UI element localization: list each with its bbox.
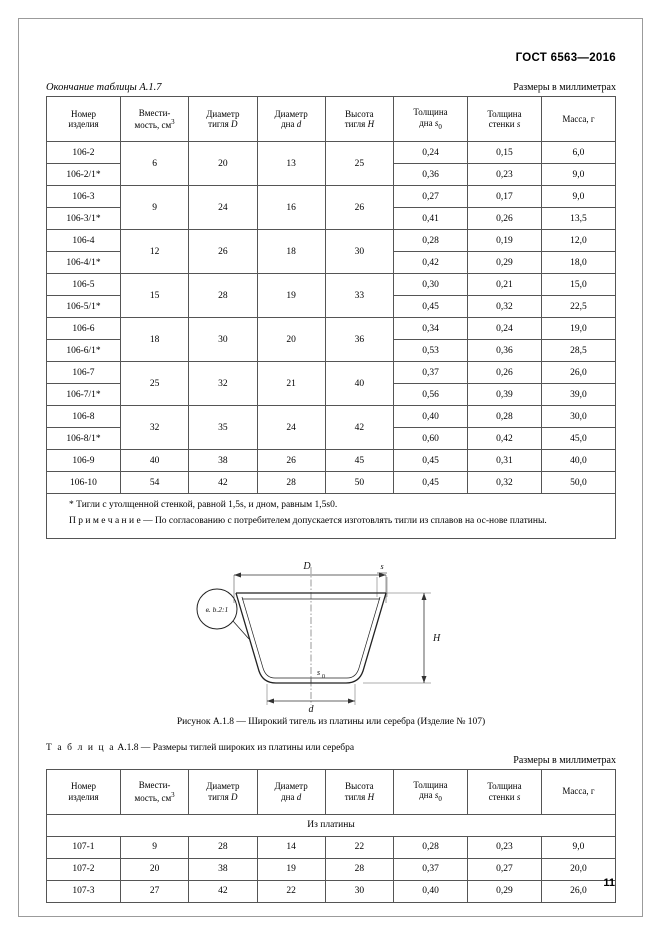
cell-wall-thickness: 0,29 — [468, 252, 542, 274]
table-a17-units-note: Размеры в миллиметрах — [513, 82, 616, 93]
cell-item-number: 106-4/1* — [47, 252, 121, 274]
cell-wall-thickness: 0,31 — [468, 450, 542, 472]
cell-bottom-thickness: 0,30 — [394, 274, 468, 296]
cell-item-number: 106-4 — [47, 230, 121, 252]
cell-bottom-diameter: 19 — [257, 274, 325, 318]
cell-bottom-diameter: 21 — [257, 362, 325, 406]
cell-mass: 30,0 — [541, 406, 615, 428]
cell-mass: 9,0 — [541, 186, 615, 208]
col-header-crucible-diameter: Диаметр тигля D — [189, 769, 257, 814]
cell-bottom-thickness: 0,41 — [394, 208, 468, 230]
svg-text:d: d — [308, 703, 314, 713]
cell-mass: 22,5 — [541, 296, 615, 318]
svg-text:D: D — [303, 560, 311, 572]
cell-wall-thickness: 0,32 — [468, 472, 542, 494]
cell-item-number: 106-9 — [47, 450, 121, 472]
table-a18-title — [46, 743, 616, 753]
col-header-item-number: Номер изделия — [47, 97, 121, 142]
cell-capacity: 20 — [120, 858, 188, 880]
cell-capacity: 25 — [120, 362, 188, 406]
table-a18-title-text: А.1.8 — Размеры тиглей широких из платины или серебра — [117, 742, 355, 753]
cell-crucible-diameter: 42 — [189, 472, 257, 494]
page-content — [46, 52, 616, 903]
cell-item-number: 106-8/1* — [47, 428, 121, 450]
cell-crucible-diameter: 42 — [189, 880, 257, 902]
cell-mass: 9,0 — [541, 164, 615, 186]
col-header-crucible-diameter: Диаметр тигля D — [189, 97, 257, 142]
cell-wall-thickness: 0,26 — [468, 362, 542, 384]
cell-wall-thickness: 0,26 — [468, 208, 542, 230]
col-header-height: Высота тигля H — [325, 97, 393, 142]
cell-capacity: 6 — [120, 142, 188, 186]
table-row — [47, 274, 616, 296]
cell-capacity: 12 — [120, 230, 188, 274]
cell-wall-thickness: 0,27 — [468, 858, 542, 880]
cell-item-number: 106-5/1* — [47, 296, 121, 318]
table-a18-header-row — [47, 769, 616, 814]
cell-bottom-thickness: 0,27 — [394, 186, 468, 208]
table-row — [47, 230, 616, 252]
cell-crucible-diameter: 30 — [189, 318, 257, 362]
table-row — [47, 186, 616, 208]
cell-item-number: 106-7/1* — [47, 384, 121, 406]
cell-height: 50 — [325, 472, 393, 494]
col-header-bottom-thickness: Толщина дна $s_0$ — [394, 769, 468, 814]
cell-item-number: 106-5 — [47, 274, 121, 296]
cell-bottom-diameter: 20 — [257, 318, 325, 362]
cell-bottom-thickness: 0,56 — [394, 384, 468, 406]
col-header-bottom-diameter: Диаметр дна d — [257, 97, 325, 142]
cell-mass: 9,0 — [541, 836, 615, 858]
cell-mass: 12,0 — [541, 230, 615, 252]
cell-wall-thickness: 0,42 — [468, 428, 542, 450]
standard-designation: ГОСТ 6563—2016 — [515, 52, 616, 64]
cell-crucible-diameter: 28 — [189, 274, 257, 318]
table-row — [47, 406, 616, 428]
col-header-capacity: Вмести- мость, $см^3$ — [120, 97, 188, 142]
cell-mass: 26,0 — [541, 362, 615, 384]
cell-bottom-diameter: 14 — [257, 836, 325, 858]
cell-bottom-diameter: 19 — [257, 858, 325, 880]
cell-wall-thickness: 0,29 — [468, 880, 542, 902]
col-header-wall-thickness: Толщина стенки s — [468, 97, 542, 142]
cell-crucible-diameter: 38 — [189, 858, 257, 880]
cell-item-number: 106-7 — [47, 362, 121, 384]
cell-capacity: 9 — [120, 836, 188, 858]
table-row — [47, 362, 616, 384]
col-header-item-number: Номер изделия — [47, 769, 121, 814]
table-a17-note — [55, 515, 607, 529]
cell-mass: 18,0 — [541, 252, 615, 274]
cell-item-number: 106-8 — [47, 406, 121, 428]
cell-wall-thickness: 0,21 — [468, 274, 542, 296]
table-a18 — [46, 769, 616, 903]
cell-mass: 6,0 — [541, 142, 615, 164]
cell-bottom-thickness: 0,37 — [394, 362, 468, 384]
table-a18-body — [47, 814, 616, 902]
cell-mass: 19,0 — [541, 318, 615, 340]
section-label: Из платины — [47, 814, 616, 836]
cell-capacity: 54 — [120, 472, 188, 494]
cell-wall-thickness: 0,15 — [468, 142, 542, 164]
cell-item-number: 107-1 — [47, 836, 121, 858]
cell-wall-thickness: 0,19 — [468, 230, 542, 252]
figure-a18 — [46, 553, 616, 713]
col-header-bottom-thickness: Толщина дна $s_0$ — [394, 97, 468, 142]
svg-text:0: 0 — [322, 673, 325, 680]
col-header-capacity: Вмести- мость, $см^3$ — [120, 769, 188, 814]
cell-crucible-diameter: 38 — [189, 450, 257, 472]
table-row — [47, 318, 616, 340]
cell-mass: 39,0 — [541, 384, 615, 406]
table-row — [47, 142, 616, 164]
cell-bottom-thickness: 0,28 — [394, 836, 468, 858]
cell-item-number: 106-3 — [47, 186, 121, 208]
table-a18-section-row — [47, 814, 616, 836]
cell-bottom-thickness: 0,28 — [394, 230, 468, 252]
cell-wall-thickness: 0,17 — [468, 186, 542, 208]
cell-capacity: 32 — [120, 406, 188, 450]
page-number: 11 — [603, 877, 615, 889]
table-a17-caption: Окончание таблицы А.1.7 — [46, 82, 162, 93]
cell-capacity: 15 — [120, 274, 188, 318]
cell-mass: 45,0 — [541, 428, 615, 450]
cell-height: 30 — [325, 880, 393, 902]
table-row — [47, 836, 616, 858]
cell-wall-thickness: 0,39 — [468, 384, 542, 406]
cell-bottom-diameter: 24 — [257, 406, 325, 450]
cell-mass: 15,0 — [541, 274, 615, 296]
cell-item-number: 107-3 — [47, 880, 121, 902]
cell-mass: 26,0 — [541, 880, 615, 902]
table-a18-title-prefix: Т а б л и ц а — [46, 742, 116, 753]
cell-mass: 20,0 — [541, 858, 615, 880]
cell-height: 45 — [325, 450, 393, 472]
cell-bottom-thickness: 0,60 — [394, 428, 468, 450]
cell-bottom-thickness: 0,37 — [394, 858, 468, 880]
cell-capacity: 27 — [120, 880, 188, 902]
col-header-wall-thickness: Толщина стенки s — [468, 769, 542, 814]
col-header-mass: Масса, г — [541, 97, 615, 142]
svg-text:в. b.2:1: в. b.2:1 — [205, 604, 229, 614]
cell-bottom-thickness: 0,45 — [394, 472, 468, 494]
cell-bottom-diameter: 13 — [257, 142, 325, 186]
table-row — [47, 450, 616, 472]
cell-crucible-diameter: 26 — [189, 230, 257, 274]
cell-capacity: 40 — [120, 450, 188, 472]
table-row — [47, 880, 616, 902]
svg-text:H: H — [433, 632, 441, 644]
cell-height: 25 — [325, 142, 393, 186]
cell-capacity: 18 — [120, 318, 188, 362]
table-a17-body — [47, 142, 616, 494]
note-label: П р и м е ч а н и е — [69, 515, 141, 526]
table-a17-footnote: * Тигли с утолщенной стенкой, равной 1,5s, и дном, равным 1,5s0. — [69, 500, 338, 510]
cell-height: 33 — [325, 274, 393, 318]
table-a17-notes — [46, 494, 616, 539]
cell-item-number: 106-6/1* — [47, 340, 121, 362]
cell-bottom-diameter: 18 — [257, 230, 325, 274]
cell-bottom-thickness: 0,45 — [394, 450, 468, 472]
cell-height: 30 — [325, 230, 393, 274]
cell-capacity: 9 — [120, 186, 188, 230]
cell-mass: 40,0 — [541, 450, 615, 472]
cell-wall-thickness: 0,32 — [468, 296, 542, 318]
cell-bottom-diameter: 16 — [257, 186, 325, 230]
table-a17-header-row — [47, 97, 616, 142]
cell-bottom-thickness: 0,40 — [394, 406, 468, 428]
cell-height: 22 — [325, 836, 393, 858]
cell-item-number: 106-3/1* — [47, 208, 121, 230]
cell-item-number: 107-2 — [47, 858, 121, 880]
col-header-bottom-diameter: Диаметр дна d — [257, 769, 325, 814]
cell-mass: 28,5 — [541, 340, 615, 362]
cell-wall-thickness: 0,24 — [468, 318, 542, 340]
cell-crucible-diameter: 24 — [189, 186, 257, 230]
cell-height: 28 — [325, 858, 393, 880]
cell-bottom-thickness: 0,53 — [394, 340, 468, 362]
cell-crucible-diameter: 35 — [189, 406, 257, 450]
cell-height: 40 — [325, 362, 393, 406]
table-row — [47, 472, 616, 494]
cell-wall-thickness: 0,28 — [468, 406, 542, 428]
cell-item-number: 106-6 — [47, 318, 121, 340]
cell-mass: 13,5 — [541, 208, 615, 230]
cell-bottom-thickness: 0,45 — [394, 296, 468, 318]
table-row — [47, 858, 616, 880]
cell-crucible-diameter: 32 — [189, 362, 257, 406]
cell-item-number: 106-2/1* — [47, 164, 121, 186]
cell-bottom-thickness: 0,40 — [394, 880, 468, 902]
cell-bottom-thickness: 0,24 — [394, 142, 468, 164]
table-a18-units-note: Размеры в миллиметрах — [513, 754, 616, 766]
cell-wall-thickness: 0,36 — [468, 340, 542, 362]
col-header-mass: Масса, г — [541, 769, 615, 814]
cell-bottom-thickness: 0,34 — [394, 318, 468, 340]
note-text: — По согласованию с потребителем допускается изготовлять тигли из сплавов на ос-нове платины. — [143, 515, 547, 526]
cell-bottom-thickness: 0,42 — [394, 252, 468, 274]
cell-height: 36 — [325, 318, 393, 362]
cell-bottom-diameter: 26 — [257, 450, 325, 472]
cell-crucible-diameter: 28 — [189, 836, 257, 858]
cell-bottom-diameter: 22 — [257, 880, 325, 902]
cell-height: 42 — [325, 406, 393, 450]
cell-wall-thickness: 0,23 — [468, 164, 542, 186]
cell-item-number: 106-10 — [47, 472, 121, 494]
cell-height: 26 — [325, 186, 393, 230]
cell-bottom-diameter: 28 — [257, 472, 325, 494]
cell-wall-thickness: 0,23 — [468, 836, 542, 858]
cell-crucible-diameter: 20 — [189, 142, 257, 186]
figure-a18-caption: Рисунок А.1.8 — Широкий тигель из платины или серебра (Изделие № 107) — [176, 716, 486, 727]
svg-text:s: s — [380, 561, 384, 571]
svg-text:s: s — [317, 667, 321, 677]
col-header-height: Высота тигля H — [325, 769, 393, 814]
table-a17-caption-row — [46, 82, 616, 93]
cell-bottom-thickness: 0,36 — [394, 164, 468, 186]
cell-mass: 50,0 — [541, 472, 615, 494]
table-a17 — [46, 96, 616, 494]
cell-item-number: 106-2 — [47, 142, 121, 164]
crucible-drawing — [141, 553, 521, 713]
